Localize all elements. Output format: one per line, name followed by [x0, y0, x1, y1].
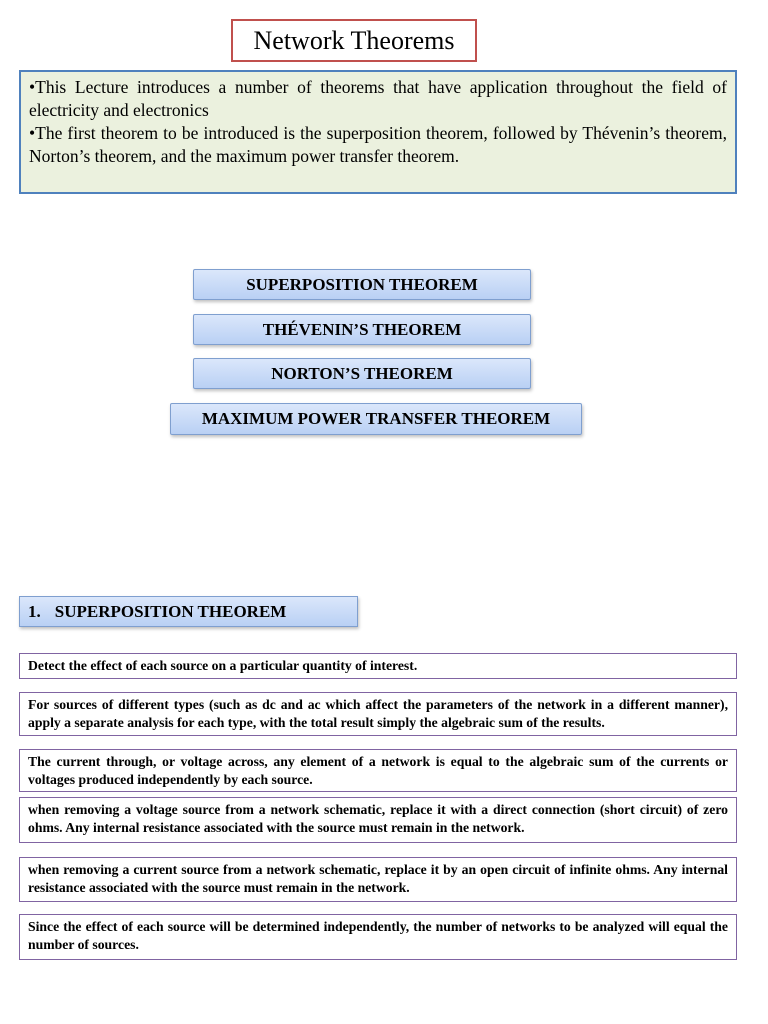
rule-box-4: when removing a voltage source from a network schematic, replace it with a direct connection (short circuit) of zero ohms. Any internal resistance associated with the source must remain in the network. [19, 797, 737, 843]
superposition-theorem-button[interactable]: SUPERPOSITION THEOREM [193, 269, 531, 300]
thevenin-theorem-button[interactable]: THÉVENIN’S THEOREM [193, 314, 531, 345]
page-title: Network Theorems [231, 19, 477, 62]
intro-line-2: •The first theorem to be introduced is the superposition theorem, followed by Thévenin’s theorem, Norton’s theorem, and the maximum power transfer theorem. [29, 123, 727, 166]
intro-box [19, 70, 737, 194]
section-title: SUPERPOSITION THEOREM [54, 601, 287, 621]
section-heading [19, 596, 358, 627]
max-power-transfer-theorem-button[interactable]: MAXIMUM POWER TRANSFER THEOREM [170, 403, 582, 435]
rule-box-1: Detect the effect of each source on a particular quantity of interest. [19, 653, 737, 679]
rule-box-3: The current through, or voltage across, any element of a network is equal to the algebraic sum of the currents or voltages produced independently by each source. [19, 749, 737, 792]
rule-box-2: For sources of different types (such as dc and ac which affect the parameters of the network in a different manner), apply a separate analysis for each type, with the total result simply the algebraic sum of the results. [19, 692, 737, 736]
norton-theorem-button[interactable]: NORTON’S THEOREM [193, 358, 531, 389]
rule-box-6: Since the effect of each source will be determined independently, the number of networks to be analyzed will equal the number of sources. [19, 914, 737, 960]
rule-box-5: when removing a current source from a network schematic, replace it by an open circuit of infinite ohms. Any internal resistance associated with the source must remain in the network. [19, 857, 737, 902]
section-number: 1. [28, 601, 41, 621]
intro-line-1: •This Lecture introduces a number of theorems that have application throughout the field of electricity and electronics [29, 77, 727, 120]
